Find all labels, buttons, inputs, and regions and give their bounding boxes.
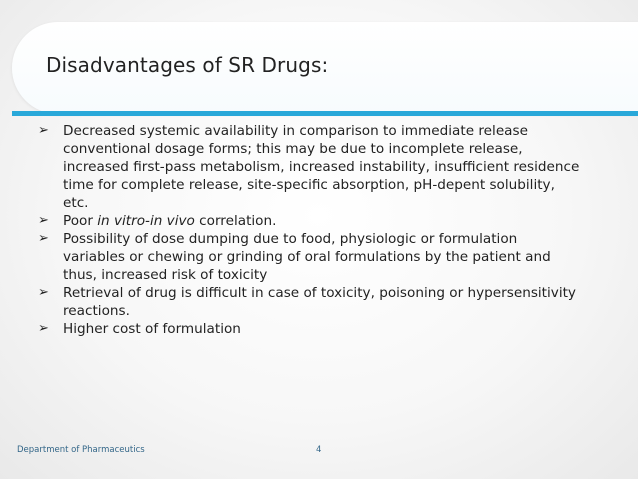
bullet-text-italic: in vitro-in vivo [97,213,195,229]
footer-department: Department of Pharmaceutics [17,445,145,455]
arrow-bullet-icon: ➢ [38,321,49,336]
footer-page-number: 4 [316,445,322,455]
arrow-bullet-icon: ➢ [38,285,49,300]
title-underline [12,111,638,116]
bullet-text-pre: Poor [63,213,98,229]
bullet-list [38,122,583,338]
bullet-item [38,320,583,338]
bullet-item [38,284,583,320]
bullet-text: Possibility of dose dumping due to food, physiologic or formulation variables or chewing or grinding of oral formulations by the patient and thus, increased risk of toxicity [63,231,551,283]
bullet-text: Higher cost of formulation [63,321,241,337]
bullet-item [38,122,583,212]
bullet-text: Decreased systemic availability in comparison to immediate release conventional dosage forms; this may be due to incomplete release, increased first-pass metabolism, increased instability, insufficient residence time for complete release, site-specific absorption, pH-depent solubility, etc. [63,123,580,211]
bullet-text: Retrieval of drug is difficult in case of toxicity, poisoning or hypersensitivity reactions. [63,285,576,319]
slide-title: Disadvantages of SR Drugs: [46,53,329,77]
arrow-bullet-icon: ➢ [38,231,49,246]
bullet-item [38,230,583,284]
bullet-item [38,212,583,230]
arrow-bullet-icon: ➢ [38,213,49,228]
bullet-text-post: correlation. [194,213,277,229]
arrow-bullet-icon: ➢ [38,123,49,138]
